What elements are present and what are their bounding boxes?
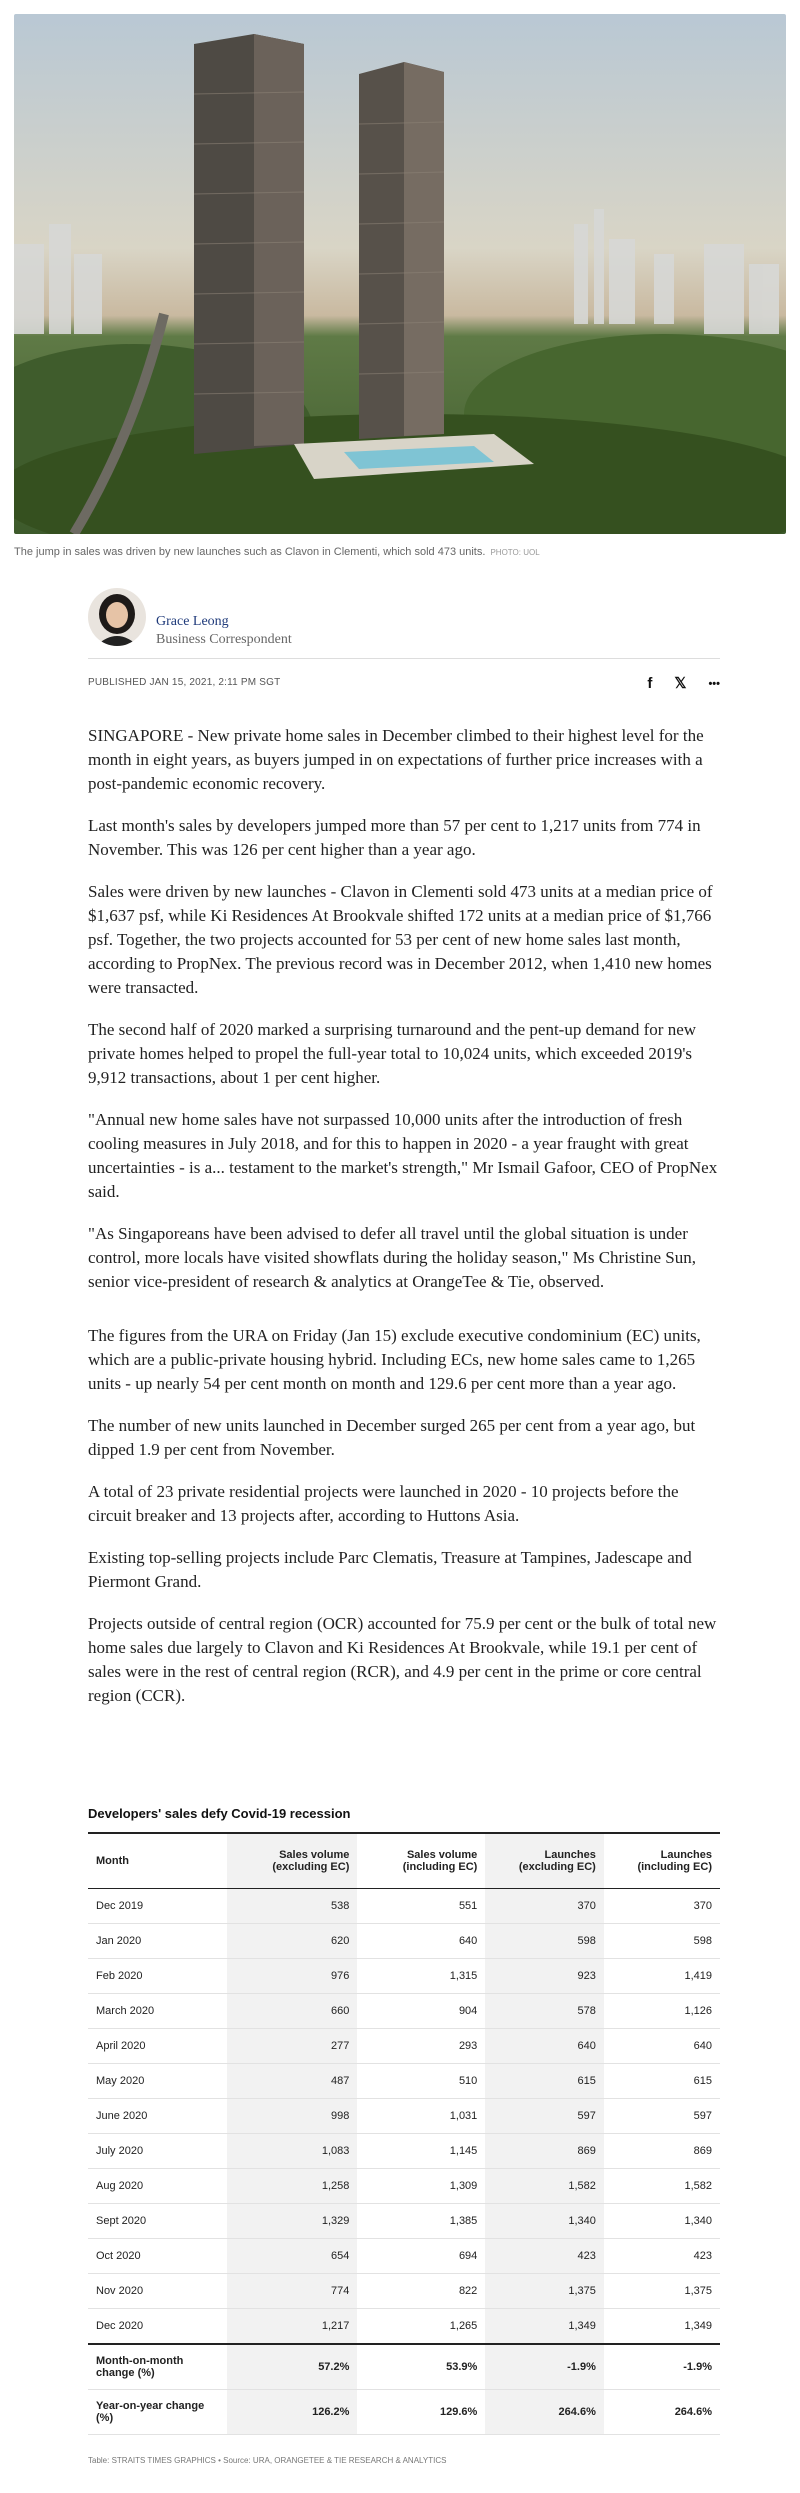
condo-towers-illustration bbox=[14, 14, 786, 534]
row-label: Month-on-month change (%) bbox=[88, 2344, 227, 2390]
row-label: Oct 2020 bbox=[88, 2239, 227, 2274]
table-cell: 1,217 bbox=[227, 2309, 357, 2345]
table-row bbox=[88, 2099, 720, 2134]
photo-caption bbox=[14, 546, 786, 558]
paragraph: Projects outside of central region (OCR) accounted for 75.9 per cent or the bulk of total new home sales due largely to Clavon and Ki Residences At Brookvale, while 19.1 per cent of sales were in the rest of central region (RCR), and 4.9 per cent in the prime or core central region (CCR). bbox=[88, 1614, 717, 1705]
paragraph: Last month's sales by developers jumped more than 57 per cent to 1,217 units from 774 in November. This was 126 per cent higher than a year ago. bbox=[88, 816, 701, 859]
paragraph: The figures from the URA on Friday (Jan 15) exclude executive condominium (EC) units, which are a public-private housing hybrid. Including ECs, new home sales came to 1,265 units - up nearly 54 per cent month on month and 129.6 per cent more than a year ago. bbox=[88, 1326, 701, 1393]
published-date: PUBLISHED JAN 15, 2021, 2:11 PM SGT bbox=[88, 677, 281, 688]
table-cell: 640 bbox=[357, 1924, 485, 1959]
row-label: Jan 2020 bbox=[88, 1924, 227, 1959]
row-label: Dec 2019 bbox=[88, 1889, 227, 1924]
table-cell: 1,329 bbox=[227, 2204, 357, 2239]
share-bar bbox=[647, 672, 720, 696]
table-cell: 1,349 bbox=[485, 2309, 604, 2345]
table-cell: 869 bbox=[485, 2134, 604, 2169]
author-name[interactable]: Grace Leong bbox=[156, 614, 229, 629]
column-header: Sales volume (including EC) bbox=[357, 1833, 485, 1889]
table-cell: 1,083 bbox=[227, 2134, 357, 2169]
table-cell: 654 bbox=[227, 2239, 357, 2274]
row-label: March 2020 bbox=[88, 1994, 227, 2029]
column-header: Month bbox=[88, 1833, 227, 1889]
table-cell: 615 bbox=[485, 2064, 604, 2099]
table-cell: 264.6% bbox=[604, 2390, 720, 2435]
table-cell: 774 bbox=[227, 2274, 357, 2309]
table-header-row bbox=[88, 1833, 720, 1889]
table-cell: -1.9% bbox=[604, 2344, 720, 2390]
table-cell: 538 bbox=[227, 1889, 357, 1924]
column-header: Sales volume (excluding EC) bbox=[227, 1833, 357, 1889]
table-cell: 1,349 bbox=[604, 2309, 720, 2345]
row-label: Aug 2020 bbox=[88, 2169, 227, 2204]
author-role: Business Correspondent bbox=[156, 632, 292, 647]
table-cell: 551 bbox=[357, 1889, 485, 1924]
table-cell: 1,340 bbox=[485, 2204, 604, 2239]
paragraph: "As Singaporeans have been advised to defer all travel until the global situation is under control, more locals have visited showflats during the holiday season," Ms Christine Sun, senior vice-president of research & analytics at OrangeTee & Tie, observed. bbox=[88, 1224, 696, 1291]
row-label: Sept 2020 bbox=[88, 2204, 227, 2239]
paragraph: Existing top-selling projects include Parc Clematis, Treasure at Tampines, Jadescape and Piermont Grand. bbox=[88, 1548, 692, 1591]
table-cell: 510 bbox=[357, 2064, 485, 2099]
table-row bbox=[88, 2309, 720, 2345]
author-block bbox=[88, 588, 720, 659]
paragraph: Sales were driven by new launches - Clavon in Clementi sold 473 units at a median price of $1,637 psf, while Ki Residences At Brookvale shifted 172 units at a median price of $1,766 psf. Together, the two projects accounted for 53 per cent of new home sales last month, according to PropNex. The previous record was in December 2012, when 1,410 new homes were transacted. bbox=[88, 882, 713, 997]
table-cell: 487 bbox=[227, 2064, 357, 2099]
publish-bar bbox=[88, 672, 720, 696]
table-cell: 923 bbox=[485, 1959, 604, 1994]
row-label: June 2020 bbox=[88, 2099, 227, 2134]
table-row bbox=[88, 2390, 720, 2435]
table-cell: 620 bbox=[227, 1924, 357, 1959]
table-cell: 277 bbox=[227, 2029, 357, 2064]
hero-photo bbox=[14, 14, 786, 534]
table-cell: 1,315 bbox=[357, 1959, 485, 1994]
row-label: Year-on-year change (%) bbox=[88, 2390, 227, 2435]
table-row bbox=[88, 2274, 720, 2309]
table-cell: 822 bbox=[357, 2274, 485, 2309]
table-cell: 694 bbox=[357, 2239, 485, 2274]
table-cell: 998 bbox=[227, 2099, 357, 2134]
table-cell: 904 bbox=[357, 1994, 485, 2029]
table-cell: 423 bbox=[604, 2239, 720, 2274]
table-cell: 1,582 bbox=[485, 2169, 604, 2204]
table-source: Table: STRAITS TIMES GRAPHICS • Source: URA, ORANGETEE & TIE RESEARCH & ANALYTICS bbox=[88, 2456, 447, 2465]
table-cell: 597 bbox=[604, 2099, 720, 2134]
table-cell: 578 bbox=[485, 1994, 604, 2029]
table-cell: 1,265 bbox=[357, 2309, 485, 2345]
table-row bbox=[88, 1924, 720, 1959]
paragraph: The second half of 2020 marked a surprising turnaround and the pent-up demand for new private homes helped to propel the full-year total to 10,024 units, which exceeded 2019's 9,912 transactions, about 1 per cent higher. bbox=[88, 1020, 697, 1087]
table-cell: 640 bbox=[604, 2029, 720, 2064]
more-options-icon[interactable]: ••• bbox=[708, 678, 720, 690]
table-cell: -1.9% bbox=[485, 2344, 604, 2390]
table-cell: 976 bbox=[227, 1959, 357, 1994]
table-row bbox=[88, 1994, 720, 2029]
paragraph: The number of new units launched in December surged 265 per cent from a year ago, but dipped 1.9 per cent from November. bbox=[88, 1416, 696, 1459]
table-cell: 869 bbox=[604, 2134, 720, 2169]
table-cell: 1,031 bbox=[357, 2099, 485, 2134]
table-cell: 423 bbox=[485, 2239, 604, 2274]
table-cell: 615 bbox=[604, 2064, 720, 2099]
table-cell: 660 bbox=[227, 1994, 357, 2029]
table-cell: 126.2% bbox=[227, 2390, 357, 2435]
table-row bbox=[88, 2239, 720, 2274]
column-header: Launches (excluding EC) bbox=[485, 1833, 604, 1889]
table-cell: 1,375 bbox=[485, 2274, 604, 2309]
table-row bbox=[88, 1959, 720, 1994]
facebook-icon[interactable]: f bbox=[647, 675, 653, 692]
table-cell: 129.6% bbox=[357, 2390, 485, 2435]
table-cell: 1,309 bbox=[357, 2169, 485, 2204]
table-cell: 1,145 bbox=[357, 2134, 485, 2169]
paragraph: "Annual new home sales have not surpassed 10,000 units after the introduction of fresh cooling measures in July 2018, and for this to happen in 2020 - a year fraught with great uncertainties - is a... testament to the market's strength," Mr Ismail Gafoor, CEO of PropNex said. bbox=[88, 1110, 718, 1201]
row-label: Nov 2020 bbox=[88, 2274, 227, 2309]
table-row bbox=[88, 2029, 720, 2064]
row-label: Feb 2020 bbox=[88, 1959, 227, 1994]
table-cell: 1,375 bbox=[604, 2274, 720, 2309]
paragraph: SINGAPORE - New private home sales in December climbed to their highest level for the month in eight years, as buyers jumped in on expectations of further price increases with a post-pandemic economic recovery. bbox=[88, 726, 704, 793]
table-row bbox=[88, 2344, 720, 2390]
photo-credit: PHOTO: UOL bbox=[490, 548, 540, 557]
table-cell: 1,582 bbox=[604, 2169, 720, 2204]
table-title: Developers' sales defy Covid-19 recession bbox=[88, 1806, 351, 1821]
table-body bbox=[88, 1889, 720, 2435]
row-label: Dec 2020 bbox=[88, 2309, 227, 2345]
row-label: July 2020 bbox=[88, 2134, 227, 2169]
article-body bbox=[88, 724, 720, 1726]
table-cell: 1,126 bbox=[604, 1994, 720, 2029]
table-cell: 1,385 bbox=[357, 2204, 485, 2239]
table-cell: 57.2% bbox=[227, 2344, 357, 2390]
table-cell: 293 bbox=[357, 2029, 485, 2064]
table-cell: 264.6% bbox=[485, 2390, 604, 2435]
row-label: May 2020 bbox=[88, 2064, 227, 2099]
table-cell: 640 bbox=[485, 2029, 604, 2064]
table-cell: 370 bbox=[604, 1889, 720, 1924]
table-row bbox=[88, 2169, 720, 2204]
table-row bbox=[88, 2064, 720, 2099]
table-row bbox=[88, 1889, 720, 1924]
table-row bbox=[88, 2204, 720, 2239]
paragraph: A total of 23 private residential projects were launched in 2020 - 10 projects before the circuit breaker and 13 projects after, according to Huttons Asia. bbox=[88, 1482, 679, 1525]
table-cell: 370 bbox=[485, 1889, 604, 1924]
table-cell: 1,340 bbox=[604, 2204, 720, 2239]
avatar[interactable] bbox=[88, 588, 146, 646]
table-cell: 598 bbox=[485, 1924, 604, 1959]
column-header: Launches (including EC) bbox=[604, 1833, 720, 1889]
caption-text: The jump in sales was driven by new launches such as Clavon in Clementi, which sold 473 units. bbox=[14, 546, 486, 558]
table-cell: 1,419 bbox=[604, 1959, 720, 1994]
table-cell: 597 bbox=[485, 2099, 604, 2134]
sales-table bbox=[88, 1832, 720, 2435]
table-cell: 598 bbox=[604, 1924, 720, 1959]
table-cell: 1,258 bbox=[227, 2169, 357, 2204]
table-row bbox=[88, 2134, 720, 2169]
twitter-icon[interactable]: 𝕏 bbox=[674, 675, 687, 692]
table-cell: 53.9% bbox=[357, 2344, 485, 2390]
row-label: April 2020 bbox=[88, 2029, 227, 2064]
